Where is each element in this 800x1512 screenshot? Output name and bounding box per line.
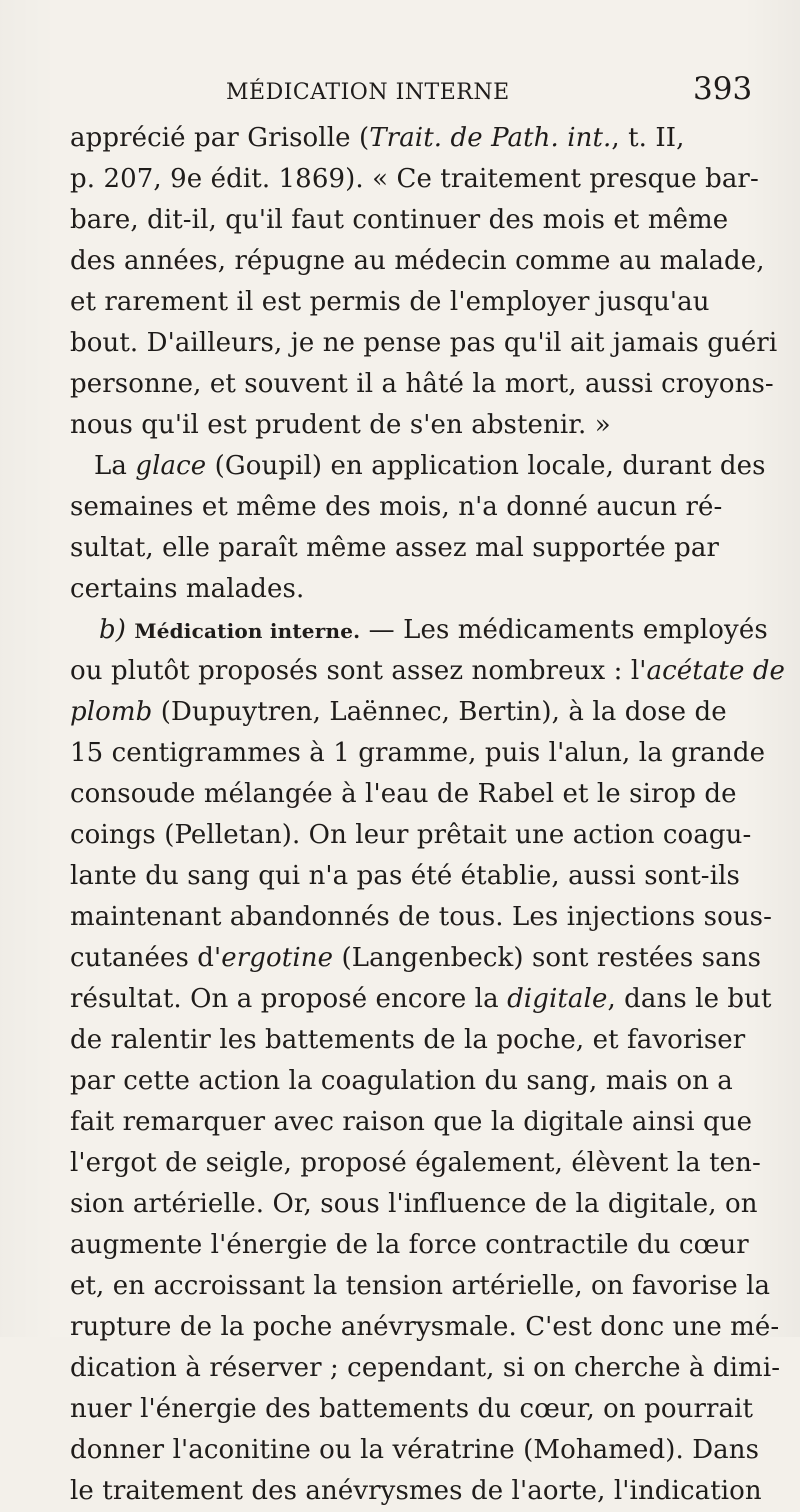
- text-line: b) Médication interne. — Les médicaments employés: [99, 615, 768, 645]
- text-line: nuer l'énergie des battements du cœur, on pourrait: [70, 1394, 754, 1424]
- text-line: bare, dit-il, qu'il faut continuer des mois et même: [70, 205, 729, 235]
- text-line: semaines et même des mois, n'a donné aucun ré-: [70, 492, 723, 522]
- page-number: 393: [693, 71, 753, 107]
- italic-term: ergotine: [221, 943, 334, 973]
- text-line: ou plutôt proposés sont assez nombreux : l'acétate de: [70, 656, 786, 686]
- text-line: lante du sang qui n'a pas été établie, aussi sont-ils: [70, 861, 740, 891]
- text-line: coings (Pelletan). On leur prêtait une action coagu-: [70, 820, 752, 850]
- text-line: apprécié par Grisolle (Trait. de Path. int., t. II,: [70, 123, 685, 153]
- section-heading: Médication interne.: [134, 619, 361, 643]
- text-line: de ralentir les battements de la poche, et favoriser: [70, 1025, 746, 1055]
- text-line: et rarement il est permis de l'employer jusqu'au: [70, 287, 710, 317]
- text-line: cutanées d'ergotine (Langenbeck) sont restées sans: [70, 943, 762, 973]
- text-line: p. 207, 9e édit. 1869). « Ce traitement presque bar-: [70, 164, 759, 194]
- italic-term: glace: [135, 451, 207, 481]
- text-line: personne, et souvent il a hâté la mort, aussi croyons-: [70, 369, 774, 399]
- italic-term: digitale: [507, 984, 608, 1014]
- italic-term: plomb: [70, 697, 153, 727]
- text-line: par cette action la coagulation du sang, mais on a: [70, 1066, 733, 1096]
- text-line: dication à réserver ; cependant, si on cherche à dimi-: [70, 1353, 781, 1383]
- text-line: consoude mélangée à l'eau de Rabel et le sirop de: [70, 779, 737, 809]
- text-line: 15 centigrammes à 1 gramme, puis l'alun, la grande: [70, 738, 766, 768]
- text-line: bout. D'ailleurs, je ne pense pas qu'il ait jamais guéri: [70, 328, 778, 358]
- text-line: certains malades.: [70, 574, 305, 604]
- text-line: plomb (Dupuytren, Laënnec, Bertin), à la dose de: [70, 697, 727, 727]
- italic-term: acétate de: [646, 656, 786, 686]
- text-line: des années, répugne au médecin comme au malade,: [70, 246, 765, 276]
- page-header: [0, 71, 800, 112]
- italic-title: Trait. de Path. int.: [369, 123, 612, 153]
- text-line: La glace (Goupil) en application locale, durant des: [94, 451, 766, 481]
- text-line: l'ergot de seigle, proposé également, élèvent la ten-: [70, 1148, 761, 1178]
- text-line: sultat, elle paraît même assez mal supportée par: [70, 533, 720, 563]
- text-line: fait remarquer avec raison que la digitale ainsi que: [70, 1107, 753, 1137]
- text-line: sion artérielle. Or, sous l'influence de la digitale, on: [70, 1189, 758, 1219]
- text-line: augmente l'énergie de la force contractile du cœur: [70, 1230, 749, 1260]
- text-line: donner l'aconitine ou la vératrine (Mohamed). Dans: [70, 1435, 760, 1465]
- page-text: [58, 118, 786, 1512]
- running-head: MÉDICATION INTERNE: [226, 80, 510, 105]
- text-line: maintenant abandonnés de tous. Les injections sous-: [70, 902, 773, 932]
- text-line: et, en accroissant la tension artérielle, on favorise la: [70, 1271, 771, 1301]
- text-line: résultat. On a proposé encore la digitale, dans le but: [70, 984, 772, 1014]
- text-line: rupture de la poche anévrysmale. C'est donc une mé-: [70, 1312, 780, 1342]
- text-line: nous qu'il est prudent de s'en abstenir. »: [70, 410, 611, 440]
- text-line: le traitement des anévrysmes de l'aorte, l'indication: [70, 1476, 762, 1506]
